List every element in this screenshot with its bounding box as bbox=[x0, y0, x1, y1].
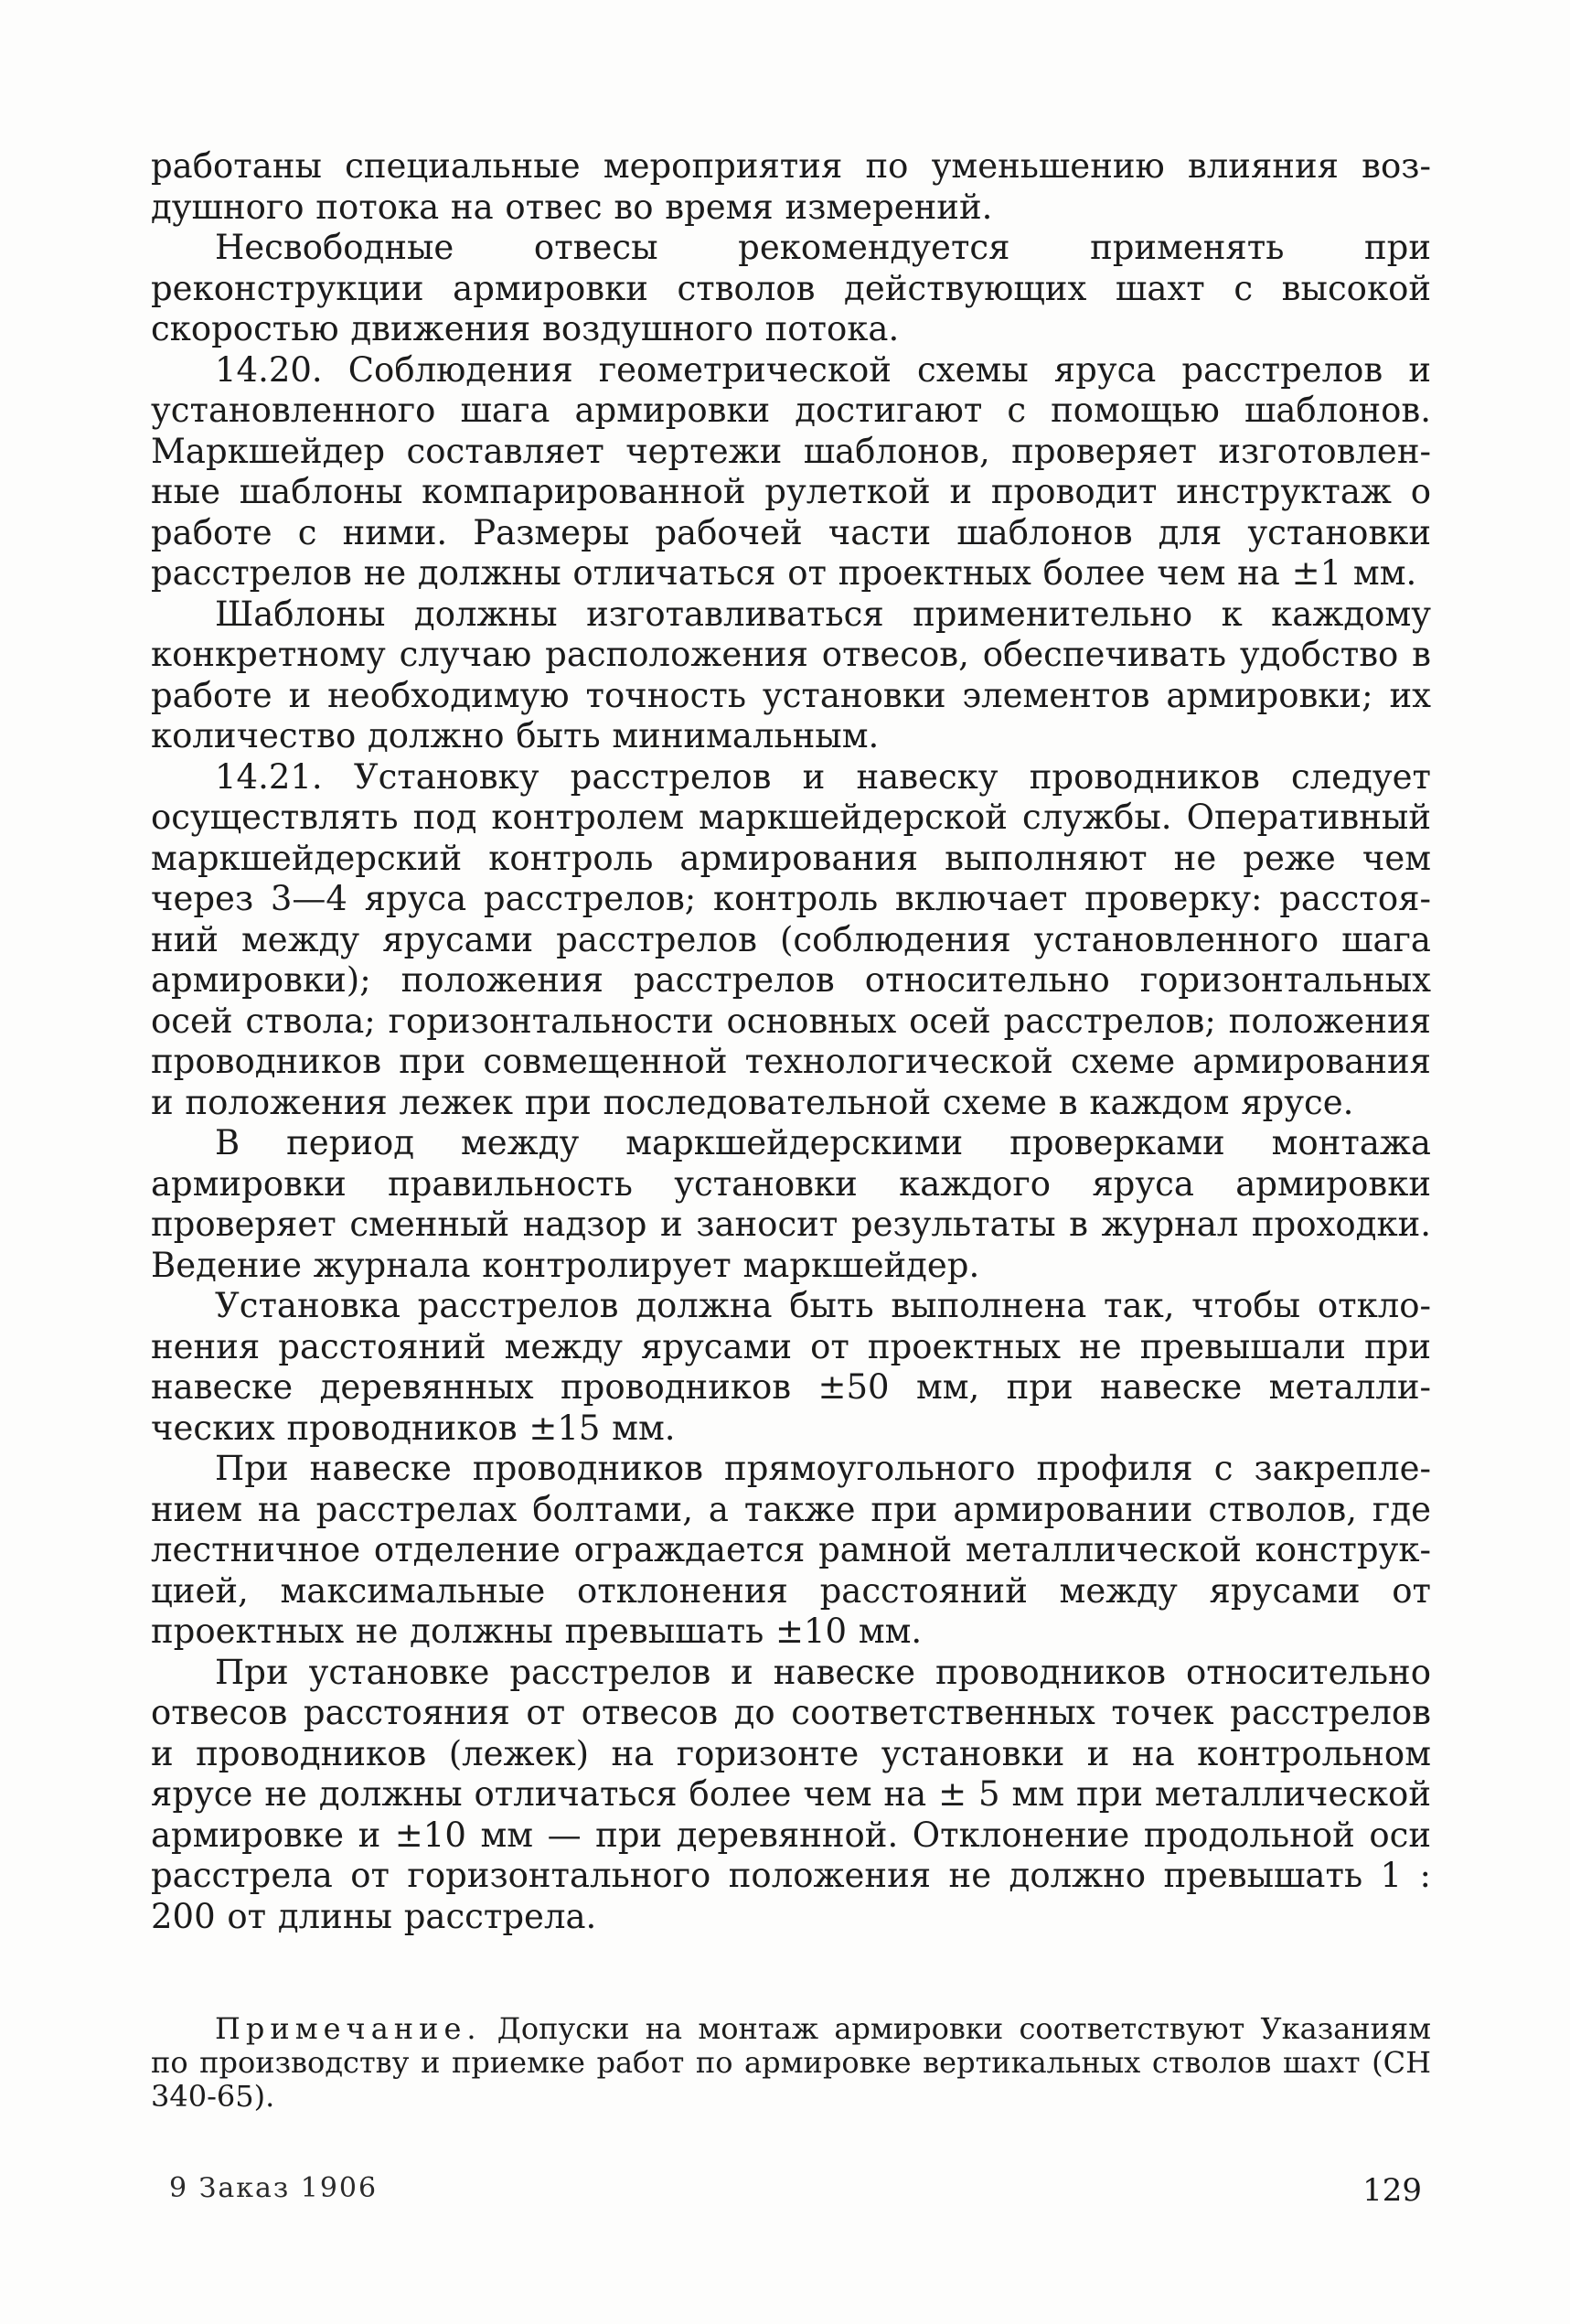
main-text bbox=[151, 146, 1431, 1937]
paragraph-bunton-installation: Установка расстрелов должна быть выполнена так, чтобы отклонения расстояний между ярусами от проектных не превышали при навеске деревянных проводников ±50 мм, при навеске металлических проводников ±15 мм. bbox=[151, 1286, 1431, 1448]
paragraph-14-20: 14.20. Соблюдения геометрической схемы яруса расстрелов и установленного шага армировки достигают с помощью шаблонов. Маркшейдер составляет чертежи шаблонов, проверяет изготовленные шаблоны компарированной рулеткой и проводит инструктаж о работе с ними. Размеры рабочей части шаблонов для установки расстрелов не должны отличаться от проектных более чем на ±1 мм. bbox=[151, 349, 1431, 593]
page-number: 129 bbox=[1362, 2172, 1422, 2209]
paragraph-free-plumbs: Несвободные отвесы рекомендуется применять при реконструкции армировки стволов действующих шахт с высокой скоростью движения воздушного потока. bbox=[151, 228, 1431, 348]
paragraph-shift-supervision: В период между маркшейдерскими проверками монтажа армировки правильность установки каждого яруса армировки проверяет сменный надзор и заносит результаты в журнал проходки. Ведение журнала контролирует маркшейдер. bbox=[151, 1123, 1431, 1285]
page-footer bbox=[151, 2172, 1431, 2218]
note bbox=[151, 2012, 1431, 2114]
note-text: Допуски на монтаж армировки соответствуют Указаниям по производству и приемке работ по армировке вертикальных стволов шахт (СН 340-65). bbox=[151, 2011, 1432, 2114]
paragraph-14-21: 14.21. Установку расстрелов и навеску проводников следует осуществлять под контролем маркшейдерской службы. Оперативный маркшейдерский контроль армирования выполняют не реже чем через 3—4 яруса расстрелов; контроль включает проверку: расстояний между ярусами расстрелов (соблюдения установленного шага армировки); положения расстрелов относительно горизонтальных осей ствола; горизонтальности основных осей расстрелов; положения проводников при совмещенной технологической схеме армирования и положения лежек при последовательной схеме в каждом ярусе. bbox=[151, 756, 1431, 1122]
paragraph-plumb-tolerances: При установке расстрелов и навеске проводников относительно отвесов расстояния от отвесов до соответственных точек расстрелов и проводников (лежек) на горизонте установки и на контрольном ярусе не должны отличаться более чем на ± 5 мм при металлической армировке и ±10 мм — при деревянной. Отклонение продольной оси расстрела от горизонтального положения не должно превышать 1 : 200 от длины расстрела. bbox=[151, 1652, 1431, 1936]
paragraph-rectangular-guides: При навеске проводников прямоугольного профиля с закреплением на расстрелах болтами, а также при армировании стволов, где лестничное отделение ограждается рамной металлической конструкцией, максимальные отклонения расстояний между ярусами от проектных не должны превышать ±10 мм. bbox=[151, 1449, 1431, 1651]
paragraph-continuation: работаны специальные мероприятия по уменьшению влияния воздушного потока на отвес во время измерений. bbox=[151, 146, 1431, 227]
note-label: Примечание. bbox=[215, 2011, 482, 2046]
printer-signature: 9 Заказ 1906 bbox=[169, 2172, 379, 2204]
paragraph-templates: Шаблоны должны изготавливаться применительно к каждому конкретному случаю расположения отвесов, обеспечивать удобство в работе и необходимую точность установки элементов армировки; их количество должно быть минимальным. bbox=[151, 594, 1431, 755]
